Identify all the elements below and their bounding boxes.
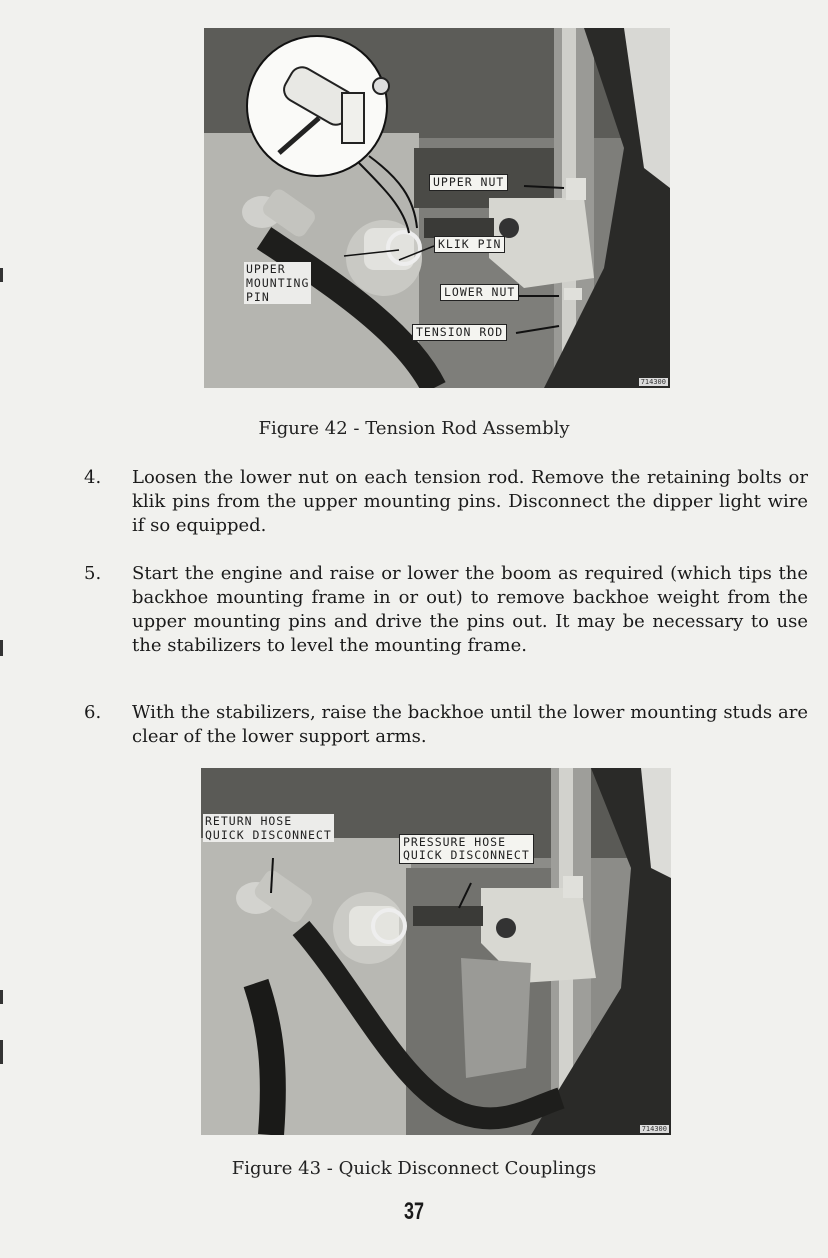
margin-mark [0, 990, 3, 1004]
margin-mark [0, 1040, 3, 1064]
photo-id: 714300 [640, 378, 666, 386]
upper-nut-label: UPPER NUT [429, 174, 508, 191]
step-number: 6. [84, 702, 102, 723]
figure-43-photo [201, 768, 671, 1135]
step-text: Loosen the lower nut on each tension rod. Remove the retaining bolts or klik pins from the upper mounting pins. Disconnect the dipper light wire if so equipped. [132, 467, 808, 536]
return-hose-label: RETURN HOSE QUICK DISCONNECT [205, 814, 332, 842]
figure-42-photo [204, 28, 670, 388]
step-text: Start the engine and raise or lower the boom as required (which tips the backhoe mounting frame in or out) to remove backhoe weight from the upper mounting pins and drive the pins out. It may be necessary to use the stabilizers to level the mounting frame. [132, 563, 808, 656]
margin-mark [0, 268, 3, 282]
step-number: 4. [84, 467, 102, 488]
lower-nut-label: LOWER NUT [440, 284, 519, 301]
step-text: With the stabilizers, raise the backhoe until the lower mounting studs are clear of the lower support arms. [132, 702, 808, 747]
pressure-hose-label: PRESSURE HOSE QUICK DISCONNECT [399, 834, 534, 864]
figure-42-caption: Figure 42 - Tension Rod Assembly [258, 418, 570, 439]
photo-id: 714300 [641, 1125, 667, 1133]
figure-43-caption: Figure 43 - Quick Disconnect Couplings [231, 1158, 597, 1179]
tension-rod-label: TENSION ROD [412, 324, 507, 341]
klik-pin-label: KLIK PIN [434, 236, 505, 253]
step-number: 5. [84, 563, 102, 584]
upper-mounting-pin-label: UPPER MOUNTING PIN [246, 262, 310, 304]
margin-mark [0, 640, 3, 656]
page-number: 37 [403, 1198, 425, 1225]
